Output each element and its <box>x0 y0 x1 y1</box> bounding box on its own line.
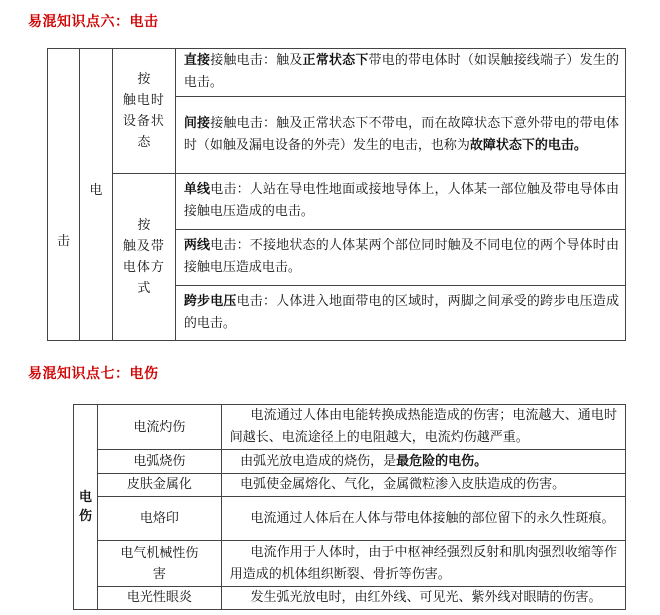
step-voltage-text: 电击：人体进入地面带电的区域时，两脚之间承受的跨步电压造成的电击。 <box>183 293 619 331</box>
injury-name-burn: 电流灼伤 <box>97 405 221 450</box>
injury-desc-metallization-text: 电弧使金属熔化、气化，金属微粒渗入皮肤造成的伤害。 <box>240 476 566 492</box>
injury-desc-burn-text: 电流通过人体由电能转换成热能造成的伤害；电流越大、通电时间越长、电流途径上的电阻越大，电流灼伤越严重。 <box>229 408 617 446</box>
direct-text-1: 接触电击：触及 <box>210 53 303 68</box>
group2-label-line-4: 式 <box>137 281 151 296</box>
injury-desc-mechanical <box>221 541 625 586</box>
group2-label-cell <box>112 174 175 341</box>
two-line-row <box>175 230 625 286</box>
shock-col1-label: 击 <box>56 233 70 249</box>
group1-label-cell <box>112 49 175 174</box>
two-line-key: 两线 <box>183 238 211 253</box>
direct-contact-row <box>175 49 625 97</box>
injury-desc-arc-em: 最危险的电伤。 <box>396 453 488 469</box>
step-voltage-row <box>175 286 625 341</box>
two-line-text: 电击：不接地状态的人体某两个部位同时触及不同电位的两个导体时由接触电压造成电击。 <box>183 238 619 275</box>
step-voltage-key: 跨步电压 <box>183 293 237 309</box>
indirect-key: 间接 <box>183 115 211 131</box>
injury-name-mechanical-line-1: 电气机械性伤 <box>120 545 199 561</box>
injury-desc-metallization <box>221 473 625 496</box>
injury-desc-ophthalmia-text: 发生弧光放电时，由红外线、可见光、紫外线对眼睛的伤害。 <box>250 589 602 605</box>
indirect-contact-row <box>175 97 625 174</box>
injury-side-label-line-2: 伤 <box>78 509 92 524</box>
shock-col2-label: 电 <box>89 182 103 198</box>
injury-name-mechanical-line-2: 害 <box>152 566 166 582</box>
single-line-row <box>175 174 625 230</box>
section7-title: 易混知识点七：电伤 <box>28 366 159 382</box>
group1-label-line-1: 按 <box>137 72 151 87</box>
group1-label-line-4: 态 <box>137 135 151 150</box>
injury-side-label-cell <box>74 405 98 610</box>
electric-injury-table <box>73 404 626 610</box>
group1-label-line-2: 触电时 <box>122 93 165 108</box>
group2-label-line-3: 电体方 <box>122 260 165 275</box>
electric-shock-table <box>47 48 626 341</box>
single-line-key: 单线 <box>183 182 211 197</box>
group1-label-line-3: 设备状 <box>122 114 165 129</box>
injury-name-metallization: 皮肤金属化 <box>97 473 221 496</box>
injury-desc-ophthalmia <box>221 586 625 609</box>
injury-name-arc: 电弧烧伤 <box>97 450 221 473</box>
injury-desc-mark-text: 电流通过人体后在人体与带电体接触的部位留下的永久性斑痕。 <box>250 510 615 526</box>
direct-key: 直接 <box>183 53 211 68</box>
injury-name-mark: 电烙印 <box>97 496 221 540</box>
injury-desc-arc <box>221 450 625 473</box>
indirect-text: 接触电击：触及正常状态下不带电，而在故障状态下意外带电的带电体时（如触及漏电设备的外壳）发生的电击，也称为 <box>183 115 619 153</box>
injury-name-ophthalmia: 电光性眼炎 <box>97 586 221 609</box>
section6-title: 易混知识点六：电击 <box>28 14 159 30</box>
injury-desc-mechanical-text: 电流作用于人体时，由于中枢神经强烈反射和肌肉强烈收缩等作用造成的机体组织断裂、骨折等伤害。 <box>229 544 617 582</box>
injury-desc-arc-text: 由弧光放电造成的烧伤，是 <box>240 453 397 469</box>
injury-name-mechanical <box>97 541 221 586</box>
single-line-text: 电击：人站在导电性地面或接地导体上，人体某一部位触及带电导体由接触电压造成的电击。 <box>183 182 619 219</box>
injury-desc-burn <box>221 405 625 450</box>
indirect-em: 故障状态下的电击。 <box>469 137 587 153</box>
injury-desc-mark <box>221 496 625 540</box>
direct-text-2: 带电的带电体时（如误触接线端子）发生的电击。 <box>183 53 619 90</box>
group2-label-line-2: 触及带 <box>122 239 165 254</box>
shock-col2-cell <box>79 49 112 341</box>
shock-col1-cell <box>48 49 80 341</box>
direct-em: 正常状态下 <box>302 53 369 68</box>
group2-label-line-1: 按 <box>137 218 151 233</box>
injury-side-label-line-1: 电 <box>78 490 92 505</box>
